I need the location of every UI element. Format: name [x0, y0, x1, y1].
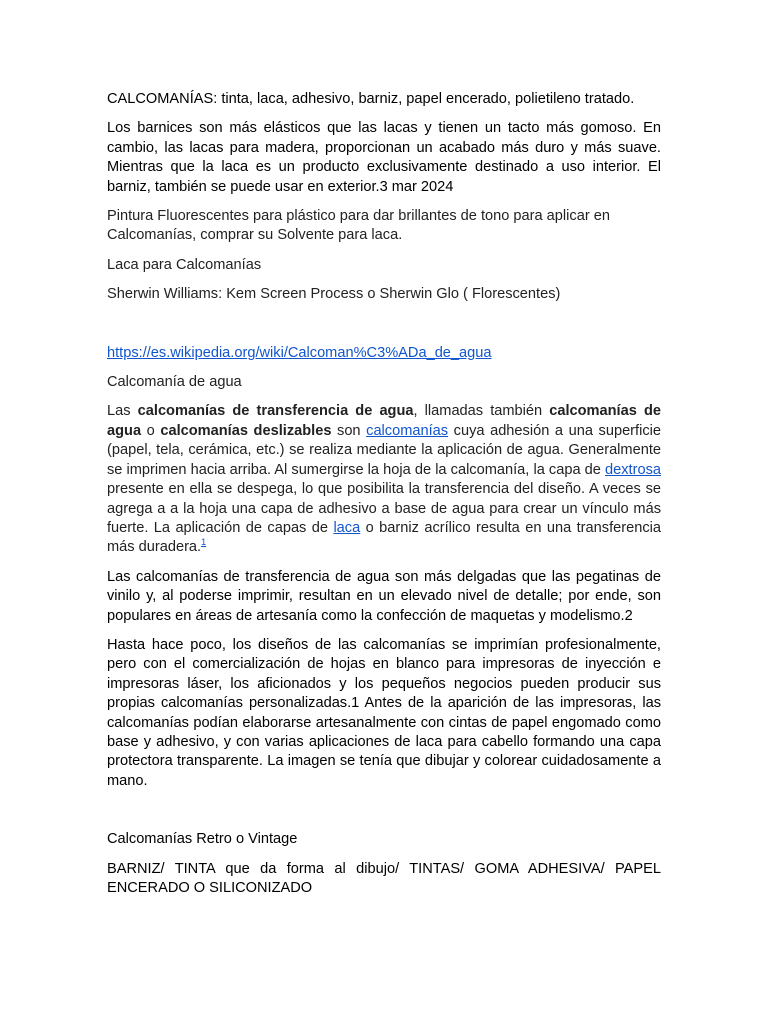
retro-heading: Calcomanías Retro o Vintage — [107, 831, 298, 848]
calcomanias-link[interactable]: calcomanías — [366, 422, 449, 439]
dextrosa-link[interactable]: dextrosa — [605, 461, 661, 478]
barnices-paragraph: Los barnices son más elásticos que las lacas y tienen un tacto más gomoso. En cambio, las lacas para madera, proporcionan un acabado más duro y más suave. Mientras que la laca es un producto exclusivamente destinado a uso interior. El barniz, también se puede usar en exterior.3 mar 2024 — [107, 120, 661, 195]
calcomania-agua-heading: Calcomanía de agua — [107, 374, 242, 391]
bold-term: calcomanías de agua — [107, 403, 661, 439]
sherwin-line: Sherwin Williams: Kem Screen Process o Sherwin Glo ( Florescentes) — [107, 286, 561, 303]
wikipedia-link[interactable]: https://es.wikipedia.org/wiki/Calcoman%C3%ADa_de_agua — [107, 344, 492, 361]
delgadas-paragraph: Las calcomanías de transferencia de agua son más delgadas que las pegatinas de vinilo y, al poderse imprimir, resultan en un elevado nivel de detalle; por ende, son populares en áreas de artesanía como la confección de maquetas y modelismo.2 — [107, 568, 661, 624]
footnote-ref-link[interactable]: 1 — [201, 537, 207, 548]
laca-heading: Laca para Calcomanías — [107, 256, 262, 273]
bold-term: calcomanías de transferencia de agua — [137, 403, 414, 420]
document-body — [107, 90, 661, 898]
bold-term: calcomanías deslizables — [160, 422, 332, 439]
hasta-paragraph: Hasta hace poco, los diseños de las calcomanías se imprimían profesionalmente, pero con el comercialización de hojas en blanco para impresoras de inyección e impresoras láser, los aficionados y los pequeños negocios pueden producir sus propias calcomanías personalizadas.1 Antes de la aparición de las impresoras, las calcomanías podían elaborarse artesanalmente con cintas de papel engomado como base y adhesivo, y con varias aplicaciones de laca para cabello formando una capa protectora transparente. La imagen se tenía que dibujar y colorear cuidadosamente a mano. — [107, 636, 661, 789]
agua-paragraph — [107, 402, 661, 557]
text-run: o — [141, 422, 161, 439]
laca-link[interactable]: laca — [333, 519, 361, 536]
text-run: cuya adhesión a una superficie (papel, tela, cerámica, etc.) se realiza mediante la aplicación de agua. Generalmente se imprimen hacia arriba. Al sumergirse la hoja de la calcomanía, la capa de — [107, 422, 661, 478]
text-run: son — [331, 422, 367, 439]
text-run: , llamadas también — [413, 403, 550, 420]
text-run: Las — [107, 403, 138, 420]
pintura-paragraph: Pintura Fluorescentes para plástico para dar brillantes de tono para aplicar en Calcomanías, comprar su Solvente para laca. — [107, 208, 610, 244]
text-run: o barniz acrílico resulta en una transferencia más duradera. — [107, 519, 661, 556]
calcomanias-materials-line: CALCOMANÍAS: tinta, laca, adhesivo, barniz, papel encerado, polietileno tratado. — [107, 91, 635, 107]
text-run: presente en ella se despega, lo que posibilita la transferencia del diseño. A veces se agrega a a la hoja una capa de adhesivo a base de agua para crear un vínculo más fuerte. La aplicación de capas de — [107, 481, 661, 536]
barniz-tinta-line: BARNIZ/ TINTA que da forma al dibujo/ TINTAS/ GOMA ADHESIVA/ PAPEL ENCERADO O SILICONIZADO — [107, 860, 661, 896]
